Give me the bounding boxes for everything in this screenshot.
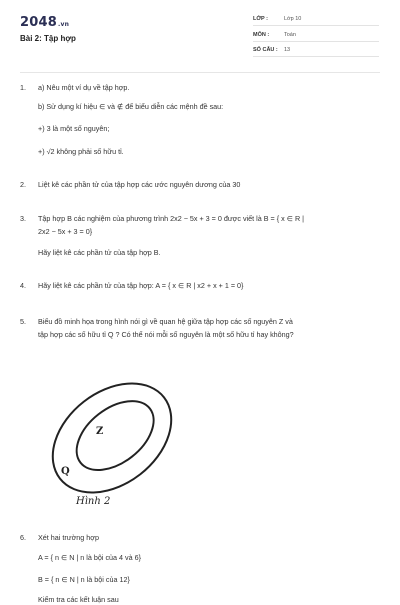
question-line: Hãy liệt kê các phần tử của tập hợp B. bbox=[38, 248, 161, 257]
figure-caption: Hình 2 bbox=[76, 496, 111, 507]
outer-set-label: Q bbox=[61, 466, 70, 477]
meta-question-count-key: SỐ CÂU : bbox=[253, 47, 278, 53]
question-line: Hãy liệt kê các phần tử của tập hợp: A = { x ∈ R | x2 + x + 1 = 0} bbox=[38, 281, 244, 290]
question-line: +) √2 không phải số hữu tỉ. bbox=[38, 147, 124, 156]
question-number: 5. bbox=[20, 317, 26, 326]
meta-question-count bbox=[253, 45, 379, 57]
question-number: 4. bbox=[20, 281, 26, 290]
question-line: Xét hai trường hợp bbox=[38, 533, 99, 542]
question-number: 3. bbox=[20, 214, 26, 223]
header-divider bbox=[20, 72, 380, 73]
question-line: a) Nêu một ví dụ về tập hợp. bbox=[38, 83, 130, 92]
question-line: b) Sử dụng kí hiệu ∈ và ∉ để biểu diễn các mệnh đề sau: bbox=[38, 102, 224, 111]
question-line: B = { n ∈ N | n là bội của 12} bbox=[38, 575, 130, 584]
question-line: Liệt kê các phần tử của tập hợp các ước nguyên dương của 30 bbox=[38, 180, 241, 189]
question-number: 6. bbox=[20, 533, 26, 542]
meta-grade-value: Lớp 10 bbox=[284, 16, 302, 22]
meta-subject bbox=[253, 30, 379, 42]
inner-set-label: Z bbox=[96, 426, 104, 437]
meta-subject-value: Toán bbox=[284, 32, 296, 38]
question-number: 1. bbox=[20, 83, 26, 92]
lesson-title: Bài 2: Tập hợp bbox=[20, 34, 76, 43]
question-number: 2. bbox=[20, 180, 26, 189]
question-line: 2x2 − 5x + 3 = 0} bbox=[38, 227, 93, 236]
worksheet-header bbox=[0, 0, 400, 72]
inner-set-ellipse bbox=[64, 387, 167, 484]
outer-set-ellipse bbox=[40, 368, 180, 515]
site-logo[interactable]: 2048.vn bbox=[20, 15, 70, 30]
question-line: tập hợp các số hữu tỉ Q ? Có thể nói mỗi số nguyên là một số hữu tỉ hay không? bbox=[38, 330, 294, 339]
question-line: +) 3 là một số nguyên; bbox=[38, 124, 110, 133]
meta-grade bbox=[253, 14, 379, 26]
meta-question-count-value: 13 bbox=[284, 47, 291, 53]
question-line: Biểu đồ minh họa trong hình nói gì về quan hệ giữa tập hợp các số nguyên Z và bbox=[38, 317, 293, 326]
question-line: Kiểm tra các kết luận sau bbox=[38, 595, 119, 604]
question-line: Tập hợp B các nghiệm của phương trình 2x2 − 5x + 3 = 0 được viết là B = { x ∈ R | bbox=[38, 214, 305, 223]
meta-grade-key: LỚP : bbox=[253, 16, 268, 22]
question-line: A = { n ∈ N | n là bội của 4 và 6} bbox=[38, 553, 142, 562]
meta-subject-key: MÔN : bbox=[253, 32, 270, 38]
